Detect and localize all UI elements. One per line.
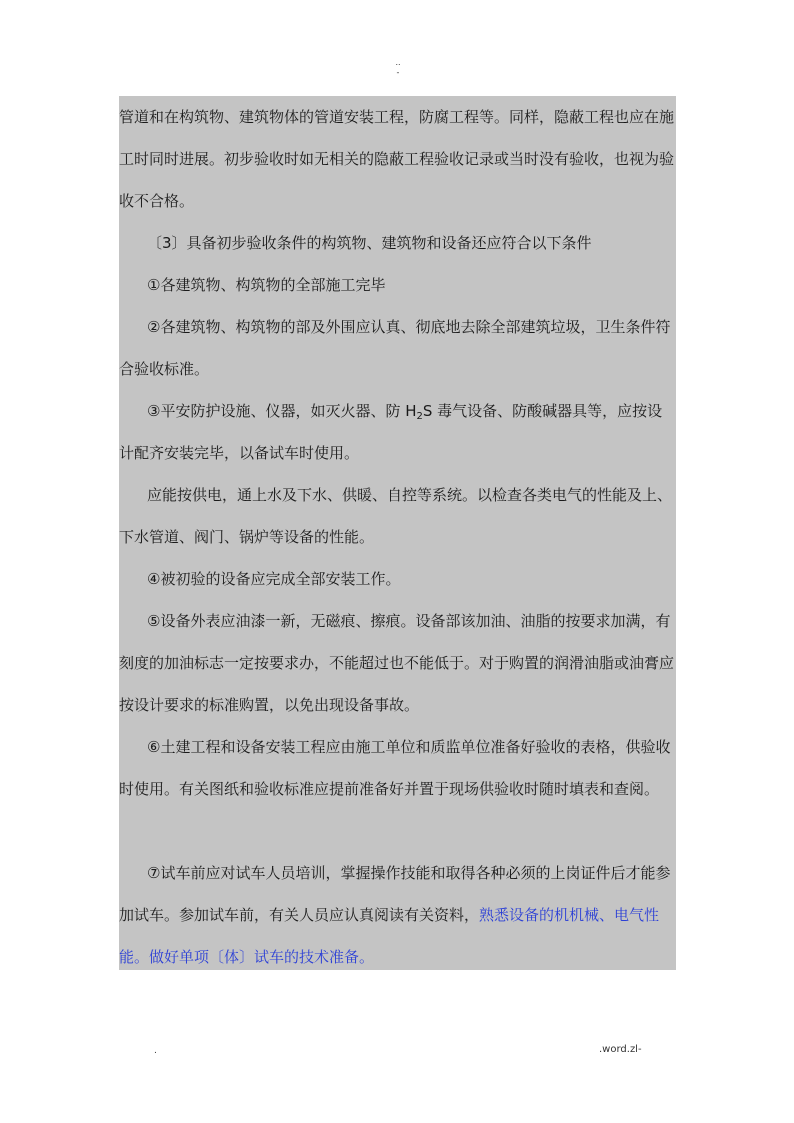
paragraph-item-3 [119, 390, 676, 474]
paragraph-utilities: 应能按供电，通上水及下水、供暖、自控等系统。以检查各类电气的性能及上、下水管道、阀门、锅炉等设备的性能。 [119, 486, 673, 546]
page-header-mark [392, 58, 404, 78]
document-body [119, 96, 676, 970]
header-mark-dots: .. [395, 58, 401, 67]
item-3-text-after: S 毒气设备、防酸碱器具等，应按设计配齐安装完毕，以备试车时使用。 [119, 402, 663, 462]
item-7-highlight-text: 熟悉设备的机机械、电气性能。做好单项〔体〕试车的技术准备。 [119, 906, 660, 966]
footer-source-mark: .word.zl- [599, 1044, 642, 1055]
paragraph-item-6: ⑥土建工程和设备安装工程应由施工单位和质监单位准备好验收的表格，供验收时使用。有关图纸和验收标准应提前准备好并置于现场供验收时随时填表和查阅。 [119, 738, 671, 798]
item-3-text-before: ③平安防护设施、仪器，如灭火器、防 H [147, 402, 417, 420]
footer-left-mark: . [154, 1046, 157, 1056]
paragraph-item-2: ②各建筑物、构筑物的部及外围应认真、彻底地去除全部建筑垃圾，卫生条件符合验收标准。 [119, 318, 671, 378]
paragraph-continued-pipeline: 管道和在构筑物、建筑物体的管道安装工程，防腐工程等。同样，隐蔽工程也应在施工时同时进展。初步验收时如无相关的隐蔽工程验收记录或当时没有验收，也视为验收不合格。 [119, 108, 675, 210]
item-3-subscript: 2 [416, 411, 423, 422]
item-7-text: ⑦试车前应对试车人员培训，掌握操作技能和取得各种必须的上岗证件后才能参加试车。参加试车前，有关人员应认真阅读有关资料， [119, 864, 671, 924]
paragraph-item-4: ④被初验的设备应完成全部安装工作。 [147, 570, 401, 588]
paragraph-item-5: ⑤设备外表应油漆一新，无磁痕、擦痕。设备部该加油、油脂的按要求加满，有刻度的加油标志一定按要求办，不能超过也不能低于。对于购置的润滑油脂或油膏应按设计要求的标准购置，以免出现设备事故。 [119, 612, 675, 714]
paragraph-conditions-heading: 〔3〕具备初步验收条件的构筑物、建筑物和设备还应符合以下条件 [147, 234, 592, 252]
header-mark-dash: - [396, 68, 400, 77]
paragraph-item-1: ①各建筑物、构筑物的全部施工完毕 [147, 276, 386, 294]
paragraph-item-7 [119, 852, 676, 978]
